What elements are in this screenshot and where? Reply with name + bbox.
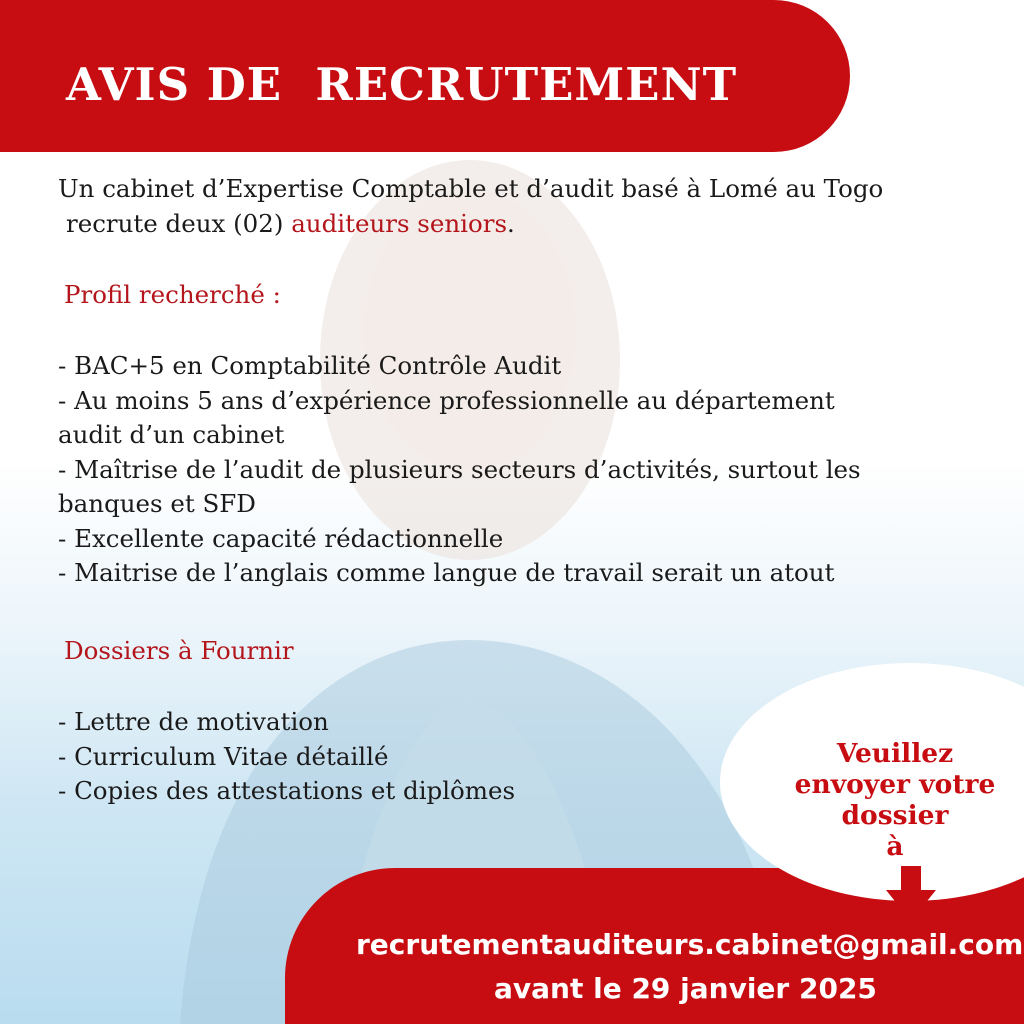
list-item: - Lettre de motivation (58, 707, 329, 736)
profile-list (58, 349, 861, 591)
intro-line-2 (66, 207, 515, 241)
profile-heading: Profil recherché : (64, 280, 281, 309)
contact-email[interactable]: recrutementauditeurs.cabinet@gmail.com (356, 928, 1024, 961)
intro-period: . (507, 209, 515, 238)
callout-line: dossier (841, 800, 949, 831)
callout-line: à (886, 831, 904, 862)
list-item: - BAC+5 en Comptabilité Contrôle Audit (58, 351, 562, 380)
list-item: banques et SFD (58, 489, 256, 518)
list-item: - Excellente capacité rédactionnelle (58, 523, 504, 553)
intro-line-1: Un cabinet d’Expertise Comptable et d’audit basé à Lomé au Togo (58, 174, 884, 203)
list-item: - Au moins 5 ans d’expérience professionnelle au département (58, 385, 835, 415)
documents-list (58, 705, 515, 809)
list-item: - Maîtrise de l’audit de plusieurs secteurs d’activités, surtout les (58, 454, 861, 484)
page-title: AVIS DE RECRUTEMENT (66, 58, 738, 111)
arrow-down-icon (886, 866, 936, 921)
list-item: - Maitrise de l’anglais comme langue de travail serait un atout (58, 558, 835, 587)
documents-heading: Dossiers à Fournir (64, 636, 294, 665)
callout-line: envoyer votre (794, 769, 996, 800)
callout-text (770, 738, 1020, 862)
highlighted-position: auditeurs seniors (291, 209, 508, 238)
callout-line: Veuillez (836, 738, 954, 769)
deadline-text: avant le 29 janvier 2025 (494, 972, 877, 1005)
list-item: audit d’un cabinet (58, 420, 285, 449)
intro-text: recrute deux (02) (66, 209, 292, 238)
list-item: - Curriculum Vitae détaillé (58, 741, 389, 771)
list-item: - Copies des attestations et diplômes (58, 776, 516, 805)
